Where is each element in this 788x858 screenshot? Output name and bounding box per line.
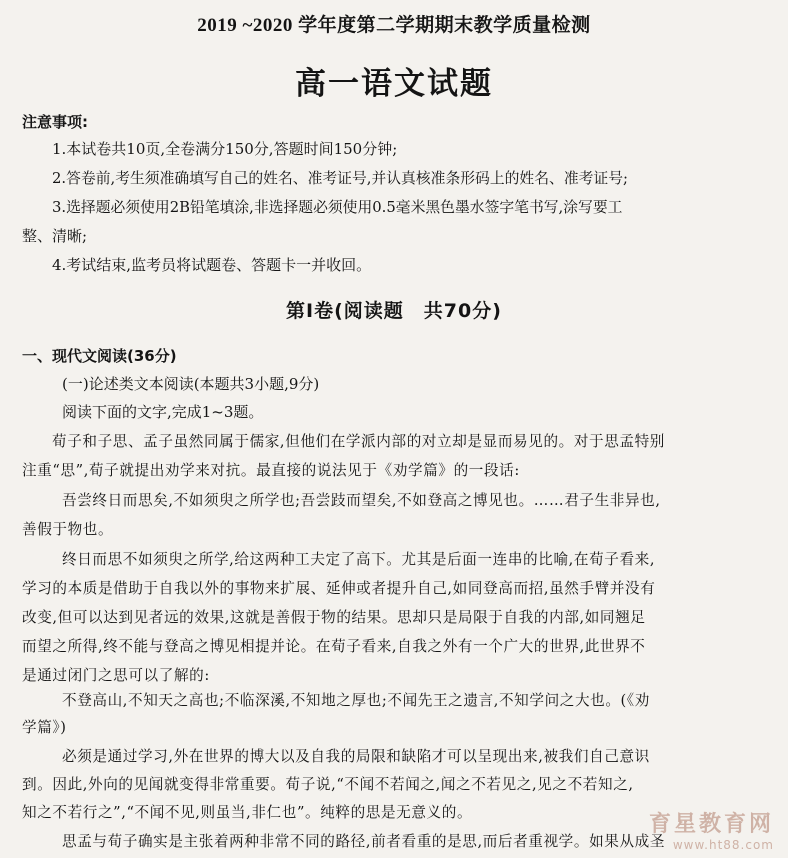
sub-section-heading: (一)论述类文本阅读(本题共3小题,9分) (62, 375, 320, 393)
passage-line: 善假于物也。 (22, 521, 114, 538)
passage-line: 注重“思”,荀子就提出劝学来对抗。最直接的说法见于《劝学篇》的一段话: (22, 462, 520, 479)
reading-instruction: 阅读下面的文字,完成1~3题。 (62, 403, 264, 421)
notice-item-3-cont: 整、清晰; (22, 227, 88, 245)
section-heading: 一、现代文阅读(36分) (22, 347, 177, 365)
notice-item-3: 3.选择题必须使用2B铅笔填涂,非选择题必须使用0.5毫米黑色墨水签字笔书写,涂写要工 (52, 199, 623, 216)
passage-line: 终日而思不如须臾之所学,给这两种工夫定了高下。尤其是后面一连串的比喻,在荀子看来, (62, 551, 656, 568)
passage-line: 到。因此,外向的见闻就变得非常重要。荀子说,“不闻不若闻之,闻之不若见之,见之不若知之, (22, 776, 634, 793)
passage-line: 知之不若行之”,“不闻不见,则虽当,非仁也”。纯粹的思是无意义的。 (22, 804, 473, 821)
passage-line: 学习的本质是借助于自我以外的事物来扩展、延伸或者提升自己,如同登高而招,虽然手臂并没有 (22, 580, 656, 597)
watermark-url: www.ht88.com (672, 838, 774, 852)
watermark-name: 育星教育网 (648, 812, 774, 837)
exam-header: 2019 ~2020 学年度第二学期期末教学质量检测 (197, 15, 591, 36)
passage-line: 学篇》) (22, 719, 67, 736)
passage-line: 不登高山,不知天之高也;不临深溪,不知地之厚也;不闻先王之遗言,不知学问之大也。(《劝 (62, 692, 650, 709)
passage-line: 思孟与荀子确实是主张着两种非常不同的路径,前者看重的是思,而后者重视学。如果从成圣 (62, 833, 666, 850)
part-title: 第Ⅰ卷(阅读题 共70分) (286, 300, 502, 322)
notice-heading: 注意事项: (22, 113, 88, 131)
passage-line: 改变,但可以达到见者远的效果,这就是善假于物的结果。思却只是局限于自我的内部,如同翘足 (22, 609, 646, 626)
exam-title: 高一语文试题 (295, 66, 493, 102)
passage-line: 而望之所得,终不能与登高之博见相提并论。在荀子看来,自我之外有一个广大的世界,此世界不 (22, 638, 646, 655)
passage-line: 荀子和子思、孟子虽然同属于儒家,但他们在学派内部的对立却是显而易见的。对于思孟特别 (52, 433, 665, 450)
notice-item-2: 2.答卷前,考生须准确填写自己的姓名、准考证号,并认真核准条形码上的姓名、准考证号; (52, 170, 628, 187)
notice-item-4: 4.考试结束,监考员将试题卷、答题卡一并收回。 (52, 256, 372, 274)
passage-line: 是通过闭门之思可以了解的: (22, 667, 210, 684)
passage-line: 必须是通过学习,外在世界的博大以及自我的局限和缺陷才可以呈现出来,被我们自己意识 (62, 748, 650, 765)
notice-item-1: 1.本试卷共10页,全卷满分150分,答题时间150分钟; (52, 140, 398, 158)
passage-line: 吾尝终日而思矣,不如须臾之所学也;吾尝跂而望矣,不如登高之博见也。……君子生非异也, (62, 492, 661, 509)
watermark (649, 807, 774, 852)
